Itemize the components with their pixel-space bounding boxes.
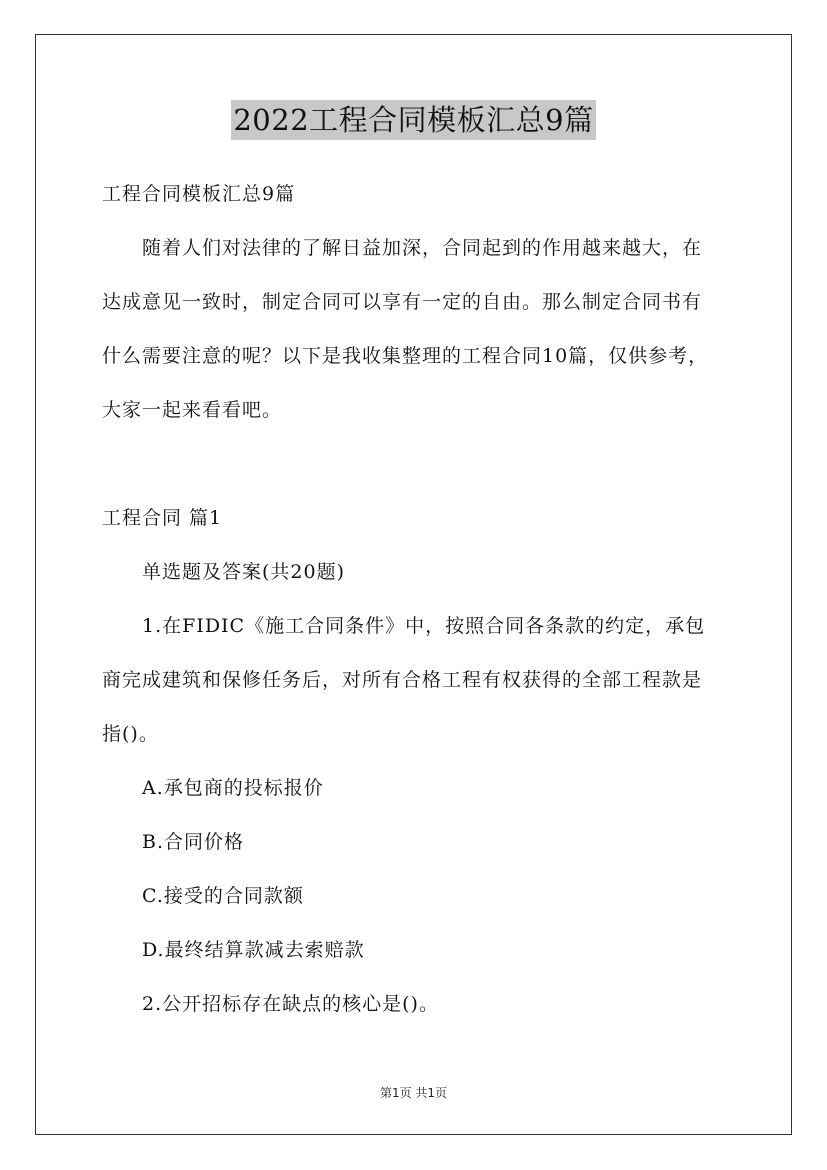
question-line: 商完成建筑和保修任务后，对所有合格工程有权获得的全部工程款是 xyxy=(102,669,703,691)
answer-option: A.承包商的投标报价 xyxy=(142,777,324,799)
paragraph-line: 什么需要注意的呢？以下是我收集整理的工程合同10篇，仅供参考， xyxy=(102,345,709,367)
paragraph-line: 随着人们对法律的了解日益加深，合同起到的作用越来越大，在 xyxy=(142,237,703,259)
answer-option: D.最终结算款减去索赔款 xyxy=(142,939,365,961)
question-line: 指()。 xyxy=(102,723,159,745)
section-heading: 工程合同 篇1 xyxy=(102,507,223,529)
question-line: 2.公开招标存在缺点的核心是()。 xyxy=(142,993,439,1015)
answer-option: B.合同价格 xyxy=(142,831,245,853)
paragraph-line: 达成意见一致时，制定合同可以享有一定的自由。那么制定合同书有 xyxy=(102,291,703,313)
answer-option: C.接受的合同款额 xyxy=(142,885,304,907)
title-container xyxy=(0,100,827,140)
paragraph-line: 单选题及答案(共20题) xyxy=(142,561,346,583)
page-footer: 第1页 共1页 xyxy=(379,1086,448,1100)
section-heading: 工程合同模板汇总9篇 xyxy=(102,183,296,205)
paragraph-line: 大家一起来看看吧。 xyxy=(102,399,283,421)
document-title: 2022工程合同模板汇总9篇 xyxy=(231,100,595,140)
question-line: 1.在FIDIC《施工合同条件》中，按照合同各条款的约定，承包 xyxy=(142,615,706,637)
